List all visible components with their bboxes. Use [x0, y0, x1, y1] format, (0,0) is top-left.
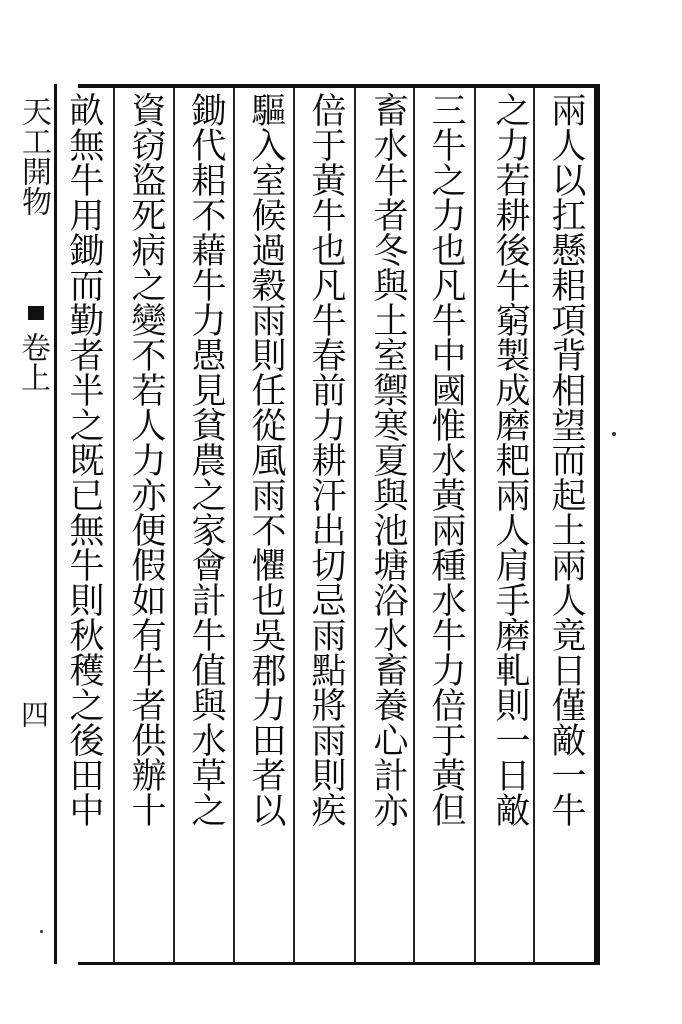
column-divider: [293, 88, 295, 962]
frame-right-border: [594, 84, 600, 964]
column-divider: [113, 88, 115, 962]
book-title: 天工開物: [16, 96, 51, 216]
column-divider: [233, 88, 235, 962]
text-column-1: 兩人以扛懸耜項背相望而起土兩人竟日僅敵一牛: [546, 92, 586, 827]
column-divider: [354, 88, 356, 962]
text-column-9: 畝無牛用鋤而勤者半之既已無牛則秋穫之後田中: [64, 92, 104, 827]
column-divider: [533, 88, 535, 962]
column-divider: [474, 88, 476, 962]
frame-bottom-border: [78, 962, 600, 965]
volume-label: 卷上: [15, 332, 50, 392]
ink-speck: [40, 930, 43, 933]
fish-tail-mark: [28, 306, 44, 320]
column-divider: [413, 88, 415, 962]
text-column-7: 鋤代耜不藉牛力愚見貧農之家會計牛值與水草之: [186, 92, 226, 827]
text-column-4: 畜水牛者冬與土室禦寒夏與池塘浴水畜養心計亦: [368, 92, 408, 827]
text-column-8: 資窃盜死病之變不若人力亦便假如有牛者供辦十: [126, 92, 166, 827]
ink-speck: [612, 432, 616, 436]
page-number: 四: [17, 700, 50, 728]
frame-top-border: [78, 84, 598, 88]
text-column-3: 三牛之力也凡牛中國惟水黃兩種水牛力倍于黃但: [426, 92, 466, 827]
text-column-2: 之力若耕後牛窮製成磨耙兩人肩手磨軋則一日敵: [490, 92, 530, 827]
text-column-5: 倍于黃牛也凡牛春前力耕汗出切忌雨點將雨則疾: [306, 92, 346, 827]
spine-border: [54, 84, 57, 964]
text-column-6: 驅入室候過穀雨則任從風雨不懼也吳郡力田者以: [246, 92, 286, 827]
column-divider: [173, 88, 175, 962]
